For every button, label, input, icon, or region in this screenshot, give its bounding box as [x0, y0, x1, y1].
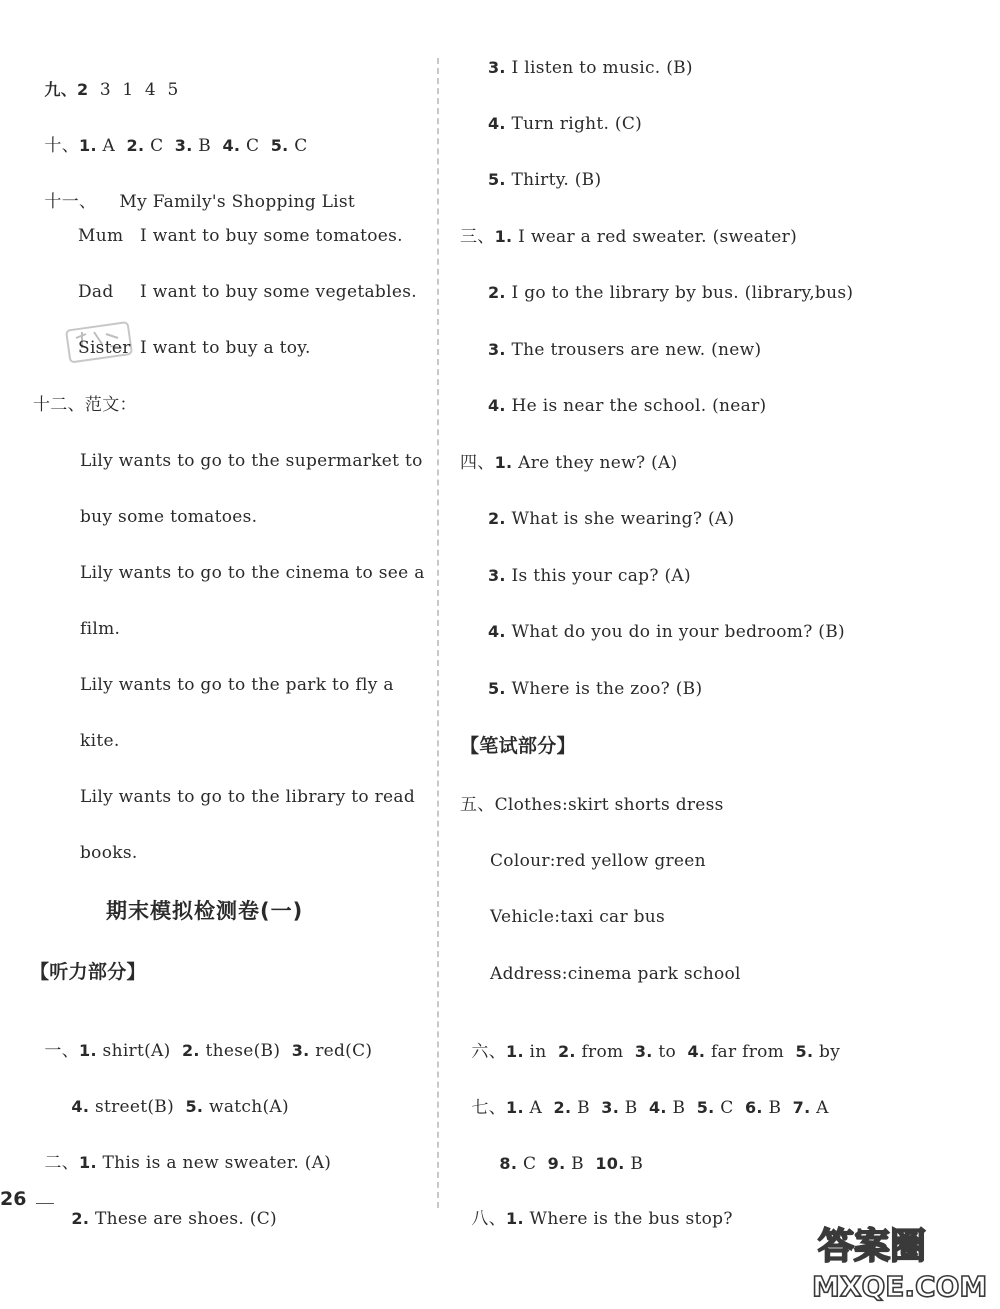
- answer-line: Address:cinema park school: [490, 964, 741, 984]
- exam-title: 期末模拟检测卷(一): [106, 899, 304, 923]
- section-heading: 十二、范文：: [33, 395, 137, 415]
- answer-line: 4. He is near the school. (near): [488, 396, 767, 416]
- answer-line: 2. These are shoes. (C): [71, 1209, 277, 1229]
- essay-line: buy some tomatoes.: [80, 507, 258, 527]
- answer-line: 4. street(B) 5. watch(A): [71, 1097, 289, 1117]
- answer-line: Colour:red yellow green: [490, 851, 706, 871]
- answer-line: 4. What do you do in your bedroom? (B): [488, 622, 845, 642]
- answer-line: 三、1. I wear a red sweater. (sweater): [460, 227, 798, 247]
- answer-line: 5. Thirty. (B): [488, 170, 602, 190]
- essay-line: Lily wants to go to the supermarket to: [80, 451, 423, 471]
- answer-line: 七、1. A 2. B 3. B 4. B 5. C 6. B 7. A: [471, 1098, 829, 1118]
- watermark-top-text: 答案圈: [818, 1226, 927, 1267]
- answer-line: 4. Turn right. (C): [488, 114, 643, 134]
- watermark-logo: [800, 1214, 990, 1304]
- page-number: 26: [0, 1188, 27, 1210]
- answer-line: 8. C 9. B 10. B: [499, 1154, 644, 1174]
- column-divider: [437, 58, 439, 1208]
- answer-line: 5. Where is the zoo? (B): [488, 679, 703, 699]
- answer-line: 3. The trousers are new. (new): [488, 340, 762, 360]
- shopping-list-item-text: I want to buy some tomatoes.: [140, 226, 403, 246]
- section-label-writing: 【笔试部分】: [460, 735, 576, 757]
- answer-line: 3. I listen to music. (B): [488, 58, 693, 78]
- answer-line: 2. What is she wearing? (A): [488, 509, 735, 529]
- essay-line: Lily wants to go to the park to fly a: [80, 675, 394, 695]
- shopping-list-item: Sister: [78, 338, 131, 358]
- answer-line: 二、1. This is a new sweater. (A): [44, 1153, 332, 1173]
- answer-line: 四、1. Are they new? (A): [460, 453, 678, 473]
- watermark-bottom-text: MXQE.COM: [812, 1270, 988, 1303]
- essay-line: film.: [80, 619, 121, 639]
- shopping-list-item-text: I want to buy a toy.: [140, 338, 311, 358]
- shopping-list-item: Dad: [78, 282, 114, 302]
- answer-line: 2. I go to the library by bus. (library,bus): [488, 283, 854, 303]
- essay-line: kite.: [80, 731, 120, 751]
- page-number-dash: [36, 1203, 54, 1204]
- answer-line: 一、1. shirt(A) 2. these(B) 3. red(C): [44, 1041, 373, 1061]
- essay-line: books.: [80, 843, 138, 863]
- shopping-list-item-text: I want to buy some vegetables.: [140, 282, 417, 302]
- shopping-list-title: My Family's Shopping List: [119, 192, 356, 212]
- answer-line: 十一、: [44, 192, 97, 212]
- essay-line: Lily wants to go to the library to read: [80, 787, 415, 807]
- answer-line: 八、1. Where is the bus stop?: [471, 1209, 733, 1229]
- answer-line: 3. Is this your cap? (A): [488, 566, 691, 586]
- section-label-listening: 【听力部分】: [30, 961, 146, 983]
- shopping-list-item: Mum: [78, 226, 124, 246]
- answer-line: 六、1. in 2. from 3. to 4. far from 5. by: [471, 1042, 841, 1062]
- answer-line: 九、2 3 1 4 5: [44, 80, 179, 100]
- answer-line: 五、Clothes:skirt shorts dress: [460, 795, 724, 815]
- answer-line: Vehicle:taxi car bus: [490, 907, 666, 927]
- answer-line: 十、1. A 2. C 3. B 4. C 5. C: [44, 136, 308, 156]
- essay-line: Lily wants to go to the cinema to see a: [80, 563, 425, 583]
